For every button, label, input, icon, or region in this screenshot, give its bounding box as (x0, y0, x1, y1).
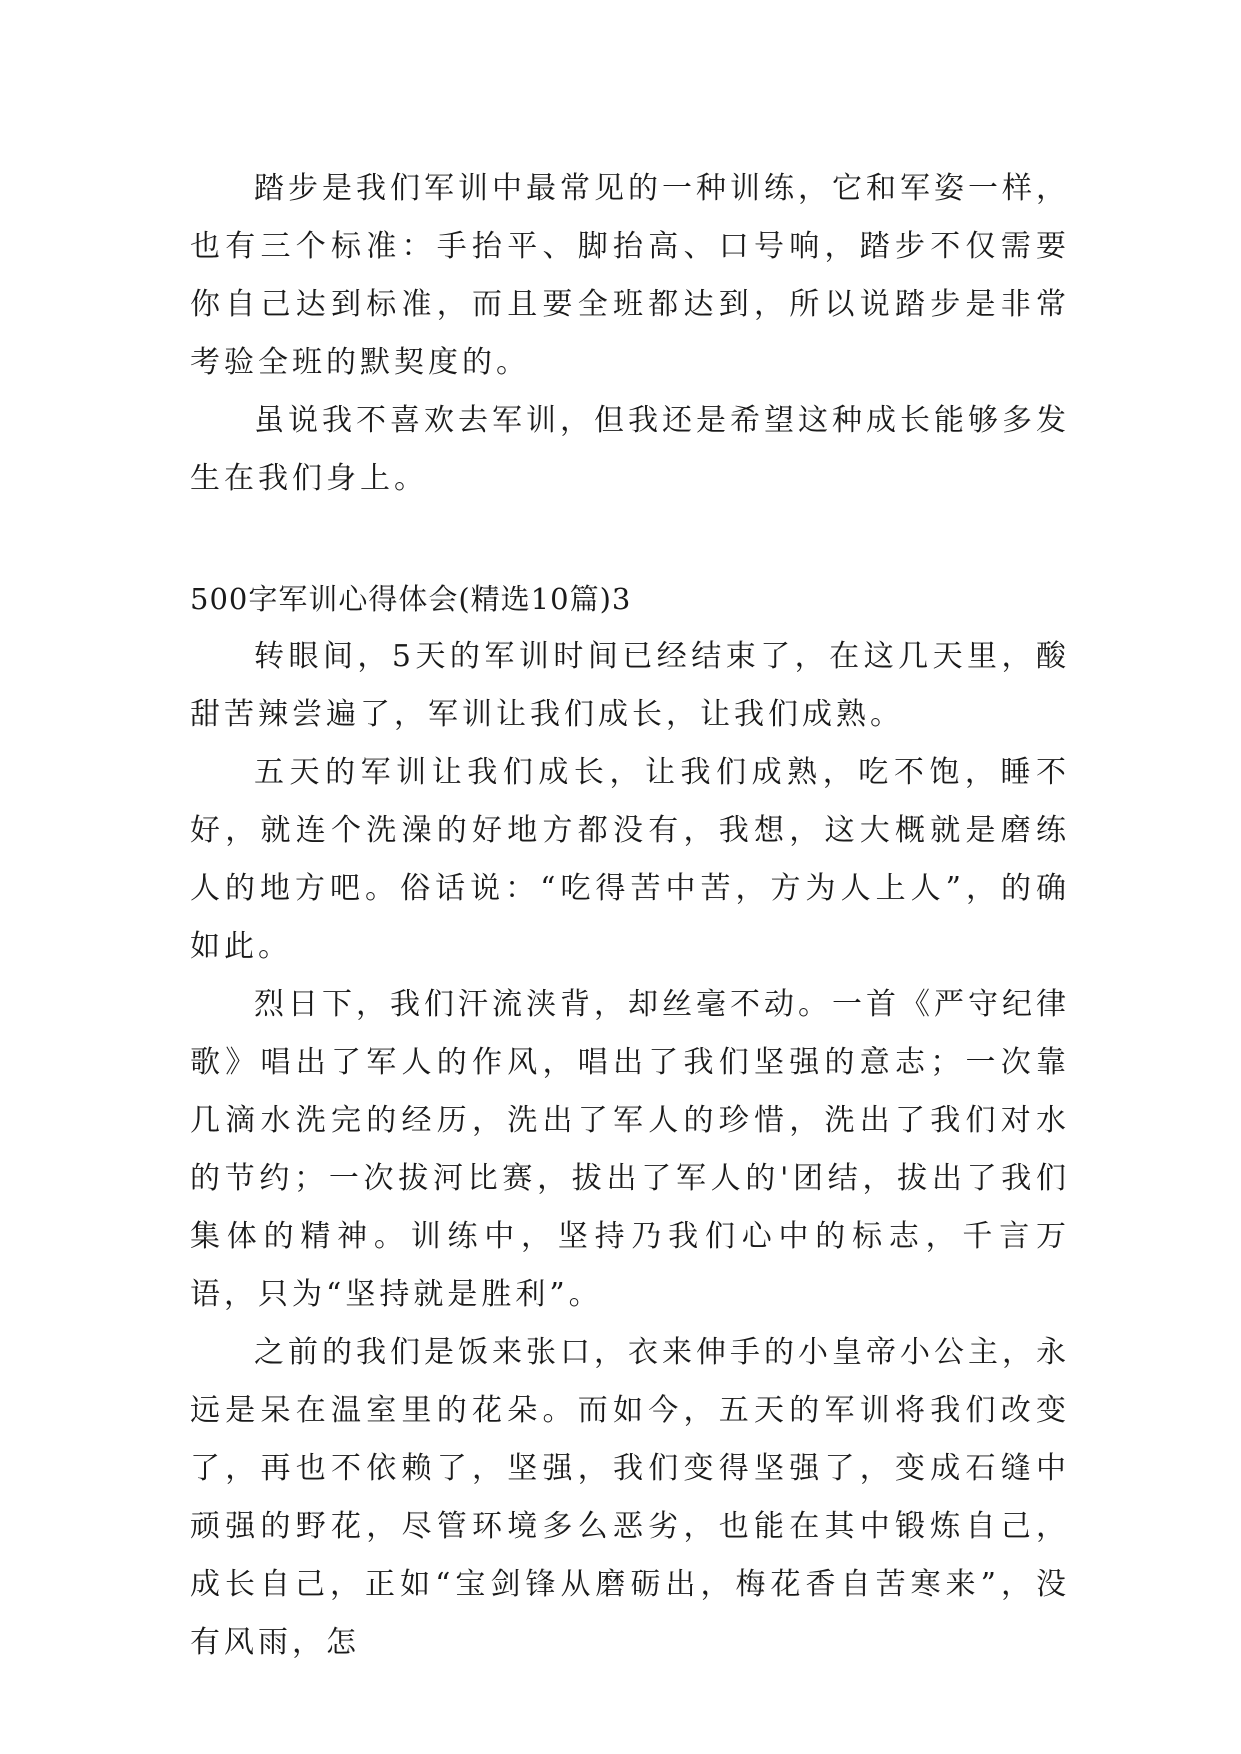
paragraph-marching-step: 踏步是我们军训中最常见的一种训练，它和军姿一样，也有三个标准：手抬平、脚抬高、口号响，踏步不仅需要你自己达到标准，而且要全班都达到，所以说踏步是非常考验全班的默契度的。 (190, 171, 1070, 380)
paragraph-five-days-over: 转眼间，5天的军训时间已经结束了，在这几天里，酸甜苦辣尝遍了，军训让我们成长，让我们成熟。 (190, 639, 1070, 732)
paragraph-hope-growth: 虽说我不喜欢去军训，但我还是希望这种成长能够多发生在我们身上。 (190, 403, 1070, 496)
document-page (190, 160, 1070, 1672)
paragraph-growth-maturity: 五天的军训让我们成长，让我们成熟，吃不饱，睡不好，就连个洗澡的好地方都没有，我想，这大概就是磨练人的地方吧。俗话说：“吃得苦中苦，方为人上人”，的确如此。 (190, 755, 1070, 964)
paragraph-before-and-now: 之前的我们是饭来张口，衣来伸手的小皇帝小公主，永远是呆在温室里的花朵。而如今，五天的军训将我们改变了，再也不依赖了，坚强，我们变得坚强了，变成石缝中顽强的野花，尽管环境多么恶劣，也能在其中锻炼自己，成长自己，正如“宝剑锋从磨砺出，梅花香自苦寒来”，没有风雨，怎 (190, 1335, 1070, 1660)
section-title: 500字军训心得体会(精选10篇)3 (190, 582, 632, 616)
paragraph-under-sun: 烈日下，我们汗流浃背，却丝毫不动。一首《严守纪律歌》唱出了军人的作风，唱出了我们坚强的意志；一次靠几滴水洗完的经历，洗出了军人的珍惜，洗出了我们对水的节约；一次拔河比赛，拔出了军人的'团结，拔出了我们集体的精神。训练中，坚持乃我们心中的标志，千言万语，只为“坚持就是胜利”。 (190, 987, 1070, 1312)
